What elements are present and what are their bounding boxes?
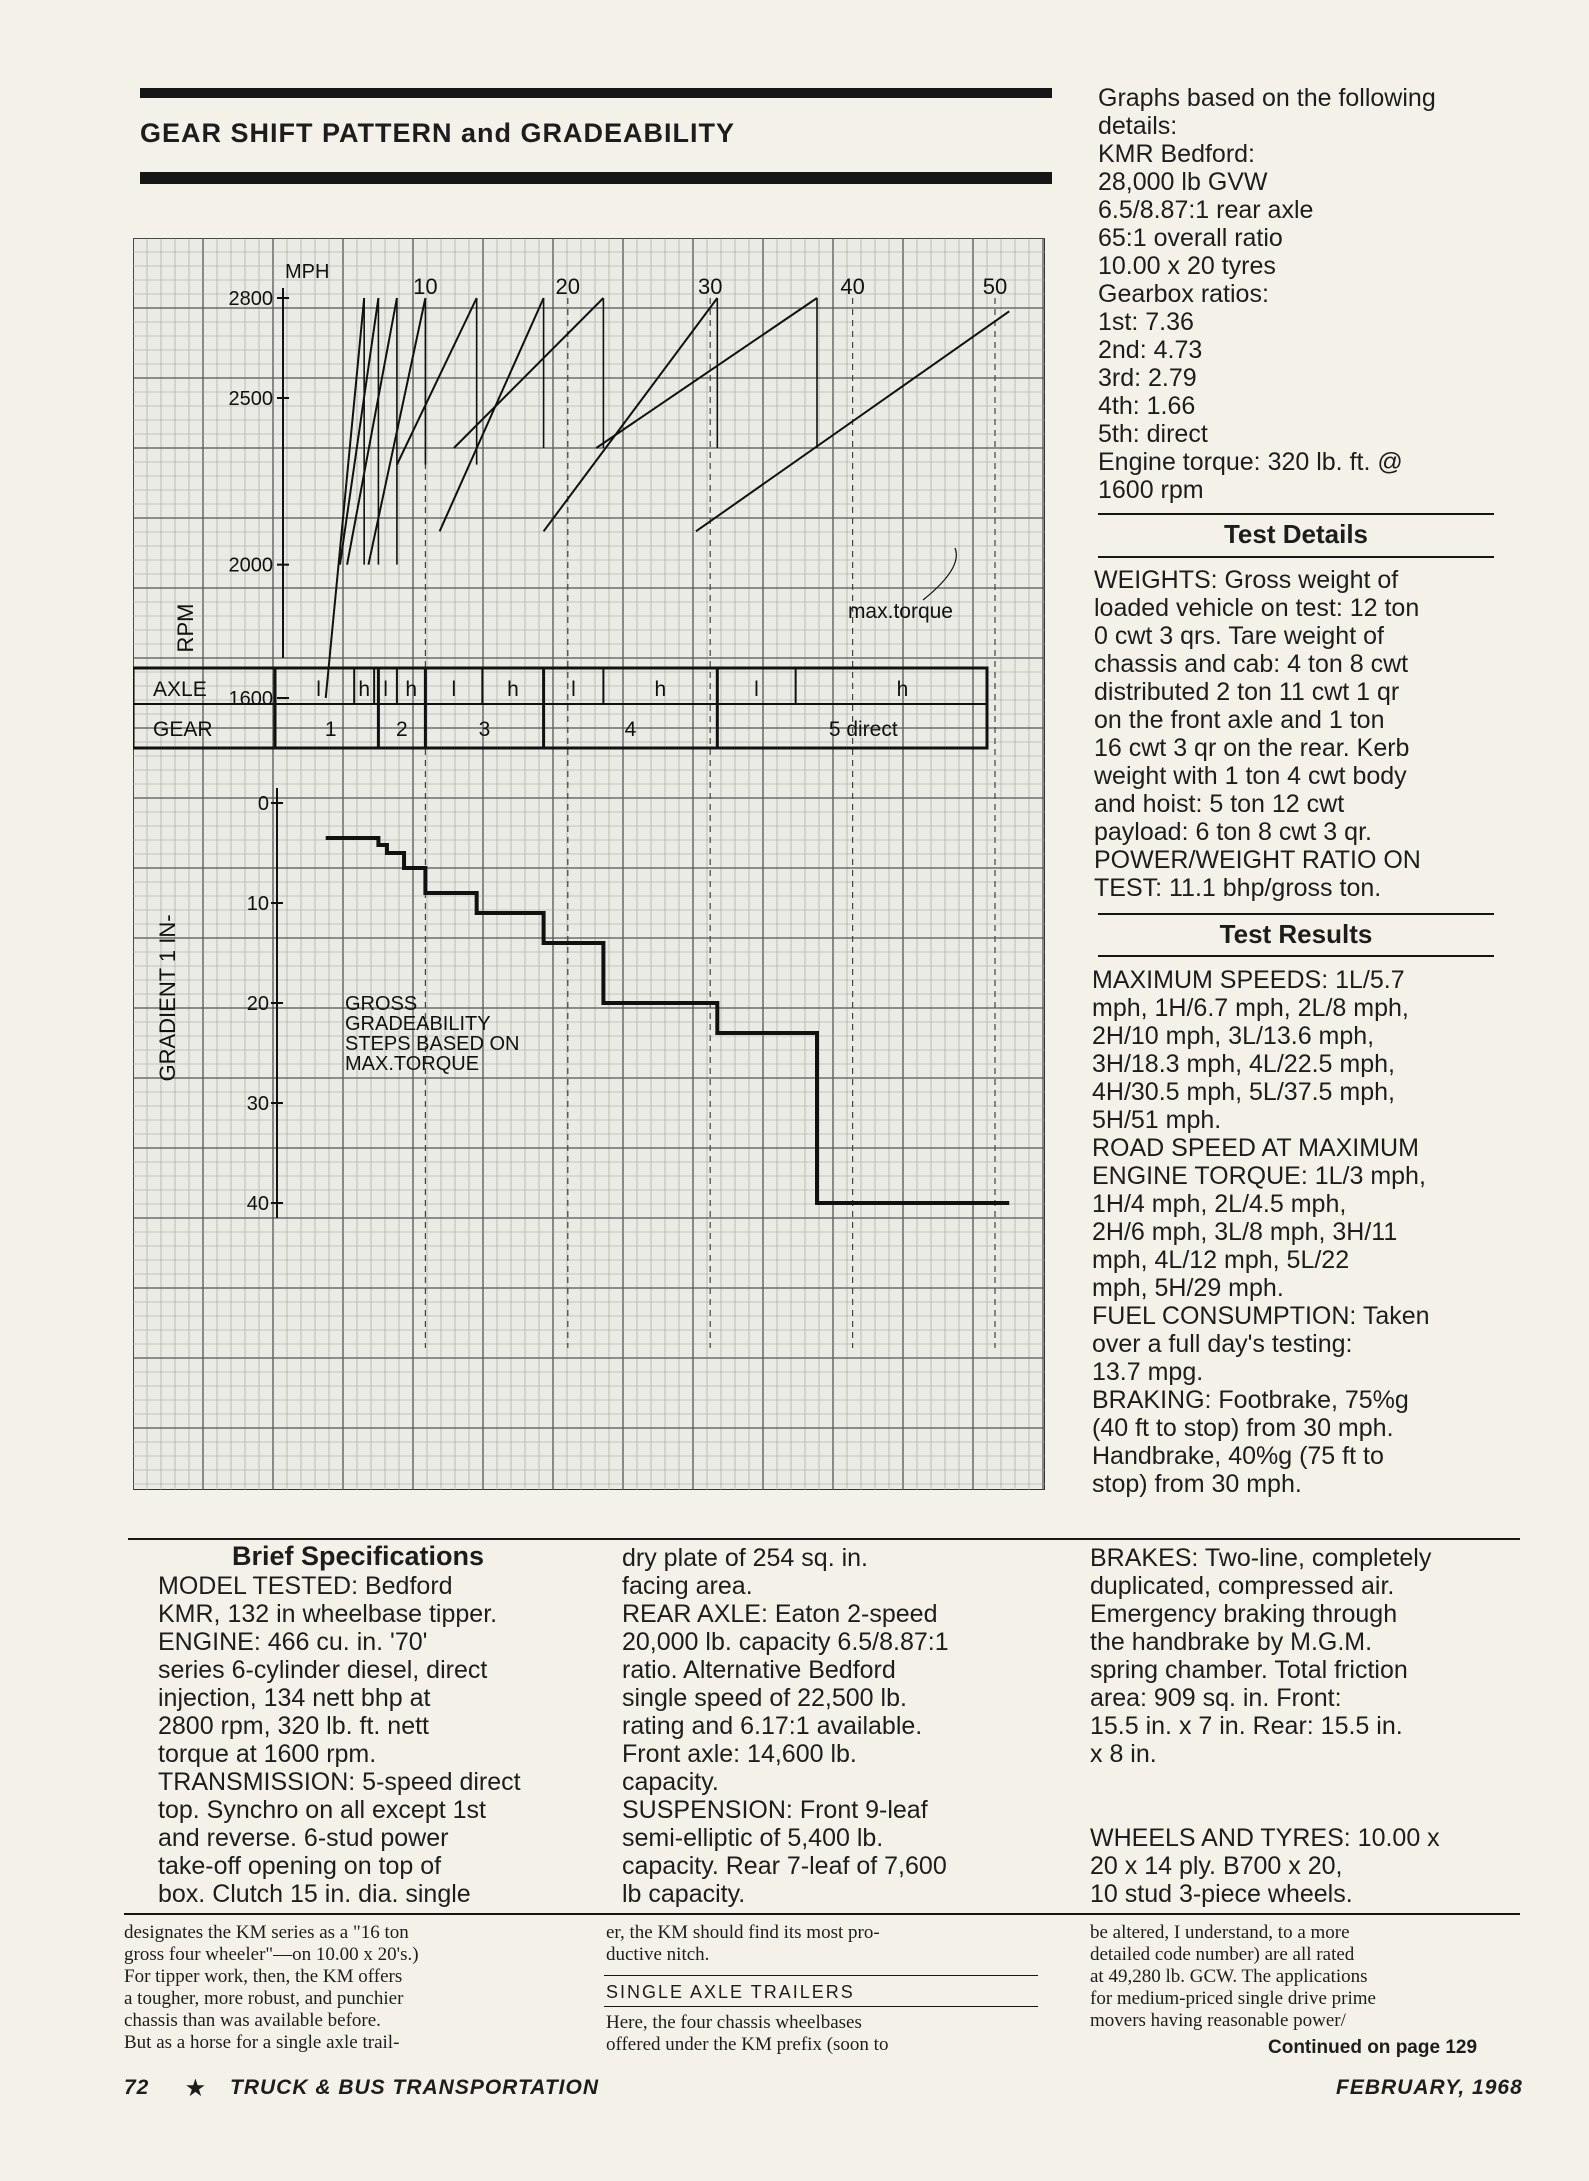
specs-column-1: MODEL TESTED: Bedford KMR, 132 in wheelbase tipper. ENGINE: 466 cu. in. '70' series 6-cylinder diesel, direct injection, 134 nett bhp at 2800 rpm, 320 lb. ft. nett torque at 1600 rpm. TRANSMISSION: 5-speed direct top. Synchro on all except 1st and reverse. 6-stud power take-off opening on top of box. Clutch 15 in. dia. single [158, 1572, 521, 1908]
mph-tick-label: 20 [555, 274, 581, 299]
gradeability-note-line: GROSS [345, 993, 418, 1015]
rpm-tick-label: 2000 [228, 554, 273, 577]
article-column-1: designates the KM series as a "16 ton gross four wheeler"—on 10.00 x 20's.) For tipper work, then, the KM offers a tougher, more robust, and punchier chassis than was available before. But as a horse for a single axle trail- [124, 1922, 419, 2053]
gear-cell: 5 direct [828, 718, 898, 741]
specs-column-3b: WHEELS AND TYRES: 10.00 x 20 x 14 ply. B700 x 20, 10 stud 3-piece wheels. [1090, 1824, 1440, 1908]
gradient-tick-label: 10 [246, 893, 269, 915]
gradient-tick-label: 30 [246, 1093, 269, 1115]
test-details-rule-bottom [1098, 556, 1494, 558]
gradient-tick-label: 40 [246, 1193, 269, 1215]
chart-figure [133, 238, 1045, 1490]
page-number: 72 [124, 2076, 150, 2099]
axle-cell: h [896, 678, 909, 701]
gear-cell: 1 [324, 718, 337, 741]
page-title: GEAR SHIFT PATTERN and GRADEABILITY [140, 118, 735, 148]
specs-title: Brief Specifications [231, 1541, 485, 1571]
rpm-axis-label: RPM [173, 603, 198, 653]
specs-bottom-rule [124, 1913, 1520, 1915]
article-column-2a: er, the KM should find its most pro- ductive nitch. [606, 1922, 880, 1965]
test-results-title: Test Results [1219, 919, 1373, 949]
gear-cell: 2 [396, 718, 408, 741]
publication-name: TRUCK & BUS TRANSPORTATION [230, 2076, 599, 2099]
axle-cell: l [383, 678, 388, 701]
article-subhead-rule-bottom [604, 2006, 1038, 2007]
gear-cell: 4 [624, 718, 637, 741]
rpm-tick-label: 1600 [228, 688, 273, 710]
test-details-rule-top [1098, 513, 1494, 515]
axle-cell: l [316, 678, 321, 701]
test-details-text: WEIGHTS: Gross weight of loaded vehicle on test: 12 ton 0 cwt 3 qrs. Tare weight of chassis and cab: 4 ton 8 cwt distributed 2 ton 11 cwt 1 qr on the front axle and 1 ton 16 cwt 3 qr on the rear. Kerb weight with 1 ton 4 cwt body and hoist: 5 ton 12 cwt payload: 6 ton 8 cwt 3 qr. POWER/WEIGHT RATIO ON TEST: 11.1 bhp/gross ton. [1094, 566, 1421, 902]
gear-cell: 3 [478, 718, 491, 741]
gradient-tick-label: 20 [246, 993, 269, 1015]
axle-cell: l [754, 678, 759, 701]
issue-date: FEBRUARY, 1968 [1336, 2076, 1523, 2099]
gradeability-note-line: MAX.TORQUE [345, 1053, 480, 1075]
article-subhead: SINGLE AXLE TRAILERS [606, 1982, 855, 2002]
axle-row-label: AXLE [153, 678, 207, 701]
article-subhead-rule-top [604, 1975, 1038, 1976]
axle-cell: h [405, 678, 418, 701]
gradient-tick-label: 0 [257, 793, 269, 815]
gear-row-label: GEAR [153, 718, 213, 741]
axle-cell: h [507, 678, 519, 701]
axle-cell: l [451, 678, 457, 701]
axle-cell: h [654, 678, 667, 701]
test-results-rule-top [1098, 913, 1494, 915]
chart-svg [133, 238, 1045, 1490]
specs-column-2: dry plate of 254 sq. in. facing area. REAR AXLE: Eaton 2-speed 20,000 lb. capacity 6.5/8.87:1 ratio. Alternative Bedford single speed of 22,500 lb. rating and 6.17:1 available. Front axle: 14,600 lb. capacity. SUSPENSION: Front 9-leaf semi-elliptic of 5,400 lb. capacity. Rear 7-leaf of 7,600 lb capacity. [622, 1544, 949, 1908]
article-column-2b: Here, the four chassis wheelbases offered under the KM prefix (soon to [606, 2012, 889, 2055]
header-bottom-rule [140, 172, 1052, 184]
test-details-title: Test Details [1223, 519, 1368, 549]
continued-note: Continued on page 129 [1268, 2037, 1478, 2058]
graph-basis-text: Graphs based on the following details: KMR Bedford: 28,000 lb GVW 6.5/8.87:1 rear axle 65:1 overall ratio 10.00 x 20 tyres Gearbox ratios: 1st: 7.36 2nd: 4.73 3rd: 2.79 4th: 1.66 5th: direct Engine torque: 320 lb. ft. @ 1600 rpm [1098, 84, 1436, 504]
axle-cell: l [571, 678, 576, 701]
mph-tick-label: 40 [840, 274, 865, 299]
gradeability-note-line: GRADEABILITY [345, 1013, 491, 1035]
rpm-tick-label: 2800 [228, 288, 273, 310]
max-torque-label: max.torque [847, 600, 953, 623]
specs-column-3a: BRAKES: Two-line, completely duplicated, compressed air. Emergency braking through the handbrake by M.G.M. spring chamber. Total friction area: 909 sq. in. Front: 15.5 in. x 7 in. Rear: 15.5 in. x 8 in. [1090, 1544, 1432, 1768]
test-results-text: MAXIMUM SPEEDS: 1L/5.7 mph, 1H/6.7 mph, 2L/8 mph, 2H/10 mph, 3L/13.6 mph, 3H/18.3 mph, 4L/22.5 mph, 4H/30.5 mph, 5L/37.5 mph, 5H/51 mph. ROAD SPEED AT MAXIMUM ENGINE TORQUE: 1L/3 mph, 1H/4 mph, 2L/4.5 mph, 2H/6 mph, 3L/8 mph, 3H/11 mph, 4L/12 mph, 5L/22 mph, 5H/29 mph. FUEL CONSUMPTION: Taken over a full day's testing: 13.7 mpg. BRAKING: Footbrake, 75%g (40 ft to stop) from 30 mph. Handbrake, 40%g (75 ft to stop) from 30 mph. [1092, 966, 1430, 1498]
mph-axis-label: MPH [285, 261, 330, 283]
axle-cell: h [358, 678, 371, 701]
article-column-3: be altered, I understand, to a more detailed code number) are all rated at 49,280 lb. GCW. The applications for medium-priced single drive prime movers having reasonable power/ [1090, 1922, 1376, 2031]
rpm-tick-label: 2500 [228, 388, 273, 410]
header-top-rule [140, 88, 1052, 98]
mph-tick-label: 10 [413, 274, 438, 299]
star-icon: ★ [186, 2077, 206, 2100]
specs-top-rule [128, 1538, 1520, 1540]
mph-tick-label: 50 [982, 274, 1008, 299]
gradient-axis-label: GRADIENT 1 IN- [155, 914, 180, 1082]
gradeability-note-line: STEPS BASED ON [345, 1033, 520, 1055]
mph-tick-label: 30 [697, 274, 723, 299]
test-results-rule-bottom [1098, 955, 1494, 957]
